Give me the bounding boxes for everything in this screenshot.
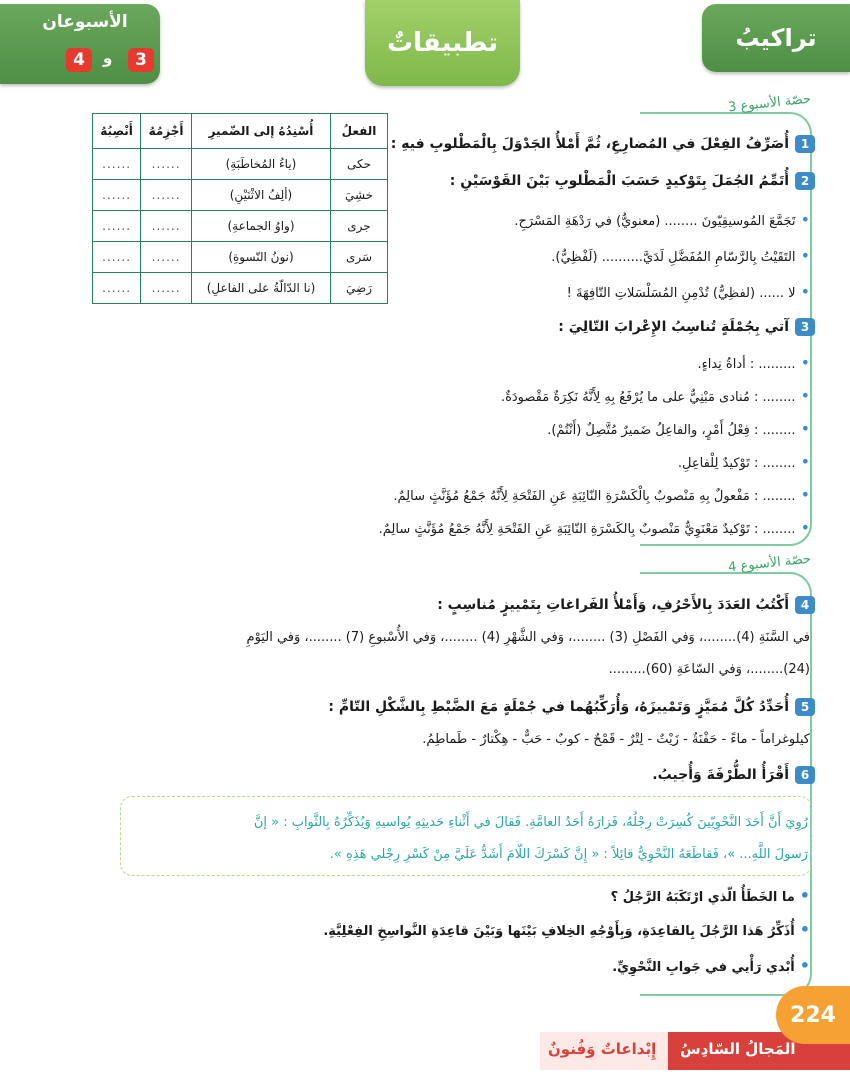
item-text: ......... : أداةُ نِداءٍ. (697, 357, 796, 372)
table-row (93, 180, 388, 211)
table-row (93, 273, 388, 304)
nasb-cell[interactable]: ...... (93, 273, 141, 304)
anecdote-line-2: رَسولَ اللَّهِ... »، فَقاطَعَهُ النَّحْوِيُّ قائِلاً : « إِنَّ كَسْرَكَ اللّامَ أَشَدُّ عَلَيَّ مِنْ كَسْرِ رِجْلي هَذِهِ ». (329, 847, 808, 862)
section-title: تراكيبُ (735, 24, 817, 52)
list-item: •........ : تَوْكيدٌ لِلْفاعِلِ. (677, 452, 810, 471)
pronoun-cell: (ألِفُ الاثْنَيْنِ) (192, 180, 331, 211)
weeks-and: و (103, 49, 113, 67)
table-row (93, 211, 388, 242)
table-row (93, 149, 388, 180)
section-tab-tatbiqat (365, 0, 520, 86)
item-text: ........ : فِعْلُ أَمْرٍ، والفاعِلُ ضَميرٌ مُتَّصِلٌ (أَنْتُمْ). (547, 423, 796, 438)
header-verb: الفعلُ (331, 114, 388, 149)
table-header-row (93, 114, 388, 149)
nasb-cell[interactable]: ...... (93, 149, 141, 180)
week-number-4: 4 (66, 48, 92, 72)
pronoun-cell: (ياءُ المُخاطَبَةِ) (192, 149, 331, 180)
verb-cell: سَرى (331, 242, 388, 273)
page-number: 224 (776, 986, 850, 1044)
exercise-4 (437, 596, 815, 614)
item-text: تَجَمَّعَ المُوسيقِيّونَ ........ (معنويٌّ) في رَدْهَةِ المَسْرَحِ. (514, 214, 796, 229)
subsection-title: تطبيقاتٌ (387, 28, 498, 58)
weeks-label: الأسبوعان (42, 12, 128, 32)
week3-label: حصّة الأسبوع 3 (727, 91, 812, 116)
list-item: •التَقَيْتُ بِالرَّسّامِ المُفَضَّلِ لَدَيَّ.......... (لَفْظِيٌّ). (551, 246, 810, 265)
verb-cell: جرى (331, 211, 388, 242)
exercise-number: 4 (795, 596, 815, 614)
jazm-cell[interactable]: ...... (141, 211, 192, 242)
exercise-instruction: أَكْتُبُ العَدَدَ بِالأَحْرُفِ، وَأَمْلأُ الفَراغاتِ بِتَمْييزٍ مُناسِبٍ : (437, 597, 789, 613)
item-text: ........ : مُنادى مَبْنِيٌّ على ما يُرْفَعُ بِهِ لِأَنَّهُ نَكِرَةٌ مَقْصودَةٌ. (500, 390, 796, 405)
anecdote-line-1: رُوِيَ أَنَّ أَحَدَ النَّحْوِيّينَ كُسِرَتْ رِجْلُهُ، فَزارَهُ أَحَدُ العامَّةِ. فَقالَ في أَثْناءِ حَديثِهِ يُواسيهِ وَيُذَكِّرُهُ بِالثَّوابِ : « إنَّ (253, 815, 808, 830)
table-row (93, 242, 388, 273)
exercise-1 (391, 135, 815, 153)
list-item: •أُذَكِّرُ هَذا الرَّجُلَ بِالقاعِدَةِ، وَبِأَوْجُهِ الخِلافِ بَيْنَها وَبَيْنَ قاعِدَةِ النَّواسِخِ الفِعْلِيَّةِ. (323, 920, 810, 939)
exercise-number: 2 (795, 172, 815, 190)
jazm-cell[interactable]: ...... (141, 273, 192, 304)
question-text: أُبْدي رَأْيي في جَوابِ النَّحْوِيِّ. (612, 960, 795, 975)
pronoun-cell: (نا الدّالّةُ على الفاعلِ) (192, 273, 331, 304)
item-text: لا ...... (لفظِيٌّ) تُدْمِنِ المُسَلْسَلاتِ التّافِهَةَ ! (566, 286, 796, 301)
header-nasb: أَنْصِبُهُ (93, 114, 141, 149)
field-name: المَجالُ السّادِسُ (680, 1040, 796, 1058)
question-text: ما الخَطَأُ الّذي ارْتَكَبَهُ الرَّجُلُ ؟ (610, 890, 795, 905)
fill-line: (24)........، وَفي السّاعَةِ (60)......... (608, 662, 810, 677)
pronoun-cell: (نونُ النّسوةِ) (192, 242, 331, 273)
exercise-number: 3 (795, 318, 815, 336)
exercise-number: 5 (795, 698, 815, 716)
jazm-cell[interactable]: ...... (141, 242, 192, 273)
list-item: •........ : مُنادى مَبْنِيٌّ على ما يُرْفَعُ بِهِ لِأَنَّهُ نَكِرَةٌ مَقْصودَةٌ. (500, 386, 810, 405)
fill-line: في السَّنَةِ (4)........، وَفي الفَصْلِ (3) ........، وَفي الشَّهْرِ (4) ........، وَفي الأُسْبوعِ (7) ........، وَفي اليَوْمِ (246, 630, 810, 645)
header-pronoun: أُسْنِدُهُ إلى الضّميرِ (192, 114, 331, 149)
item-text: ........ : تَوْكيدٌ لِلْفاعِلِ. (677, 456, 796, 471)
nasb-cell[interactable]: ...... (93, 211, 141, 242)
week4-label: حصّة الأسبوع 4 (727, 551, 812, 576)
list-item: •تَجَمَّعَ المُوسيقِيّونَ ........ (معنويٌّ) في رَدْهَةِ المَسْرَحِ. (514, 210, 810, 229)
exercise-number: 6 (795, 766, 815, 784)
nasb-cell[interactable]: ...... (93, 180, 141, 211)
item-text: ........ : تَوْكيدٌ مَعْنَوِيٌّ مَنْصوبٌ بِالكَسْرَةِ النّائِبَةِ عَنِ الفَتْحَةِ لِأَنَّهُ جَمْعُ مُؤَنَّثٍ سالِمٌ. (378, 522, 796, 537)
exercise-instruction: أُحَدِّدُ كُلَّ مُمَيَّزٍ وَتَمْييزَهُ، وَأُرَكِّبُهُما في جُمْلَةٍ مَعَ الضَّبْطِ بِالشَّكْلِ التّامِّ : (328, 699, 789, 715)
list-item: •........ : تَوْكيدٌ مَعْنَوِيٌّ مَنْصوبٌ بِالكَسْرَةِ النّائِبَةِ عَنِ الفَتْحَةِ لِأَنَّهُ جَمْعُ مُؤَنَّثٍ سالِمٌ. (378, 518, 810, 537)
exercise-instruction: أَقْرَأُ الطُّرْفَةَ وَأُجيبُ. (652, 767, 789, 783)
exercise-number: 1 (795, 135, 815, 153)
item-text: التَقَيْتُ بِالرَّسّامِ المُفَضَّلِ لَدَيَّ.......... (لَفْظِيٌّ). (551, 250, 796, 265)
list-item: •أُبْدي رَأْيي في جَوابِ النَّحْوِيِّ. (612, 956, 810, 975)
verb-cell: خشِيَ (331, 180, 388, 211)
exercise-instruction: أُتَمِّمُ الجُمَلَ بِتَوْكيدٍ حَسَبَ الْمَطْلوبِ بَيْنَ القَوْسَيْنِ : (449, 173, 789, 189)
jazm-cell[interactable]: ...... (141, 180, 192, 211)
list-item: •........ : فِعْلُ أَمْرٍ، والفاعِلُ ضَميرٌ مُتَّصِلٌ (أَنْتُمْ). (547, 419, 810, 438)
field-subtitle: إِبْداعاتٌ وَفُنونٌ (548, 1040, 657, 1058)
list-item: •......... : أداةُ نِداءٍ. (697, 353, 810, 372)
jazm-cell[interactable]: ...... (141, 149, 192, 180)
exercise-2 (450, 172, 815, 190)
exercise-5 (328, 698, 815, 716)
exercise-6 (652, 766, 815, 784)
week-number-3: 3 (128, 48, 154, 72)
question-text: أُذَكِّرُ هَذا الرَّجُلَ بِالقاعِدَةِ، وَبِأَوْجُهِ الخِلافِ بَيْنَها وَبَيْنَ قاعِدَةِ النَّواسِخِ الفِعْلِيَّةِ. (323, 924, 795, 939)
word-list: كيلوغراماً - ماءً - حَفْنَةٌ - زَيْتٌ - لِتْرٌ - قَمْحٌ - كوبٌ - حَبٌّ - هِكْتارٌ - طَماطِمُ. (422, 732, 810, 747)
conjugation-table (92, 113, 388, 304)
exercise-instruction: أُصَرِّفُ الفِعْلَ في المُضارِعِ، ثُمَّ أَمْلأُ الجَدْوَلَ بِالْمَطْلوبِ فيهِ : (390, 136, 789, 152)
exercise-instruction: آتي بِجُمْلَةٍ تُناسِبُ الإِعْرابَ التّالِيَ : (558, 319, 789, 335)
list-item: •ما الخَطَأُ الّذي ارْتَكَبَهُ الرَّجُلُ ؟ (610, 886, 810, 905)
verb-cell: رَضِيَ (331, 273, 388, 304)
nasb-cell[interactable]: ...... (93, 242, 141, 273)
list-item: •لا ...... (لفظِيٌّ) تُدْمِنِ المُسَلْسَلاتِ التّافِهَةَ ! (566, 282, 810, 301)
header-jazm: أَجْزِمُهُ (141, 114, 192, 149)
exercise-3 (558, 318, 815, 336)
section-tab-tarakib (702, 4, 850, 72)
verb-cell: حكى (331, 149, 388, 180)
pronoun-cell: (واوُ الجماعةِ) (192, 211, 331, 242)
item-text: ........ : مَفْعولٌ بِهِ مَنْصوبٌ بِالْكَسْرَةِ النّائِبَةِ عَنِ الفَتْحَةِ لِأَنَّهُ جَمْعُ مُؤَنَّثٍ سالِمٌ. (393, 489, 796, 504)
list-item: •........ : مَفْعولٌ بِهِ مَنْصوبٌ بِالْكَسْرَةِ النّائِبَةِ عَنِ الفَتْحَةِ لِأَنَّهُ جَمْعُ مُؤَنَّثٍ سالِمٌ. (393, 485, 810, 504)
